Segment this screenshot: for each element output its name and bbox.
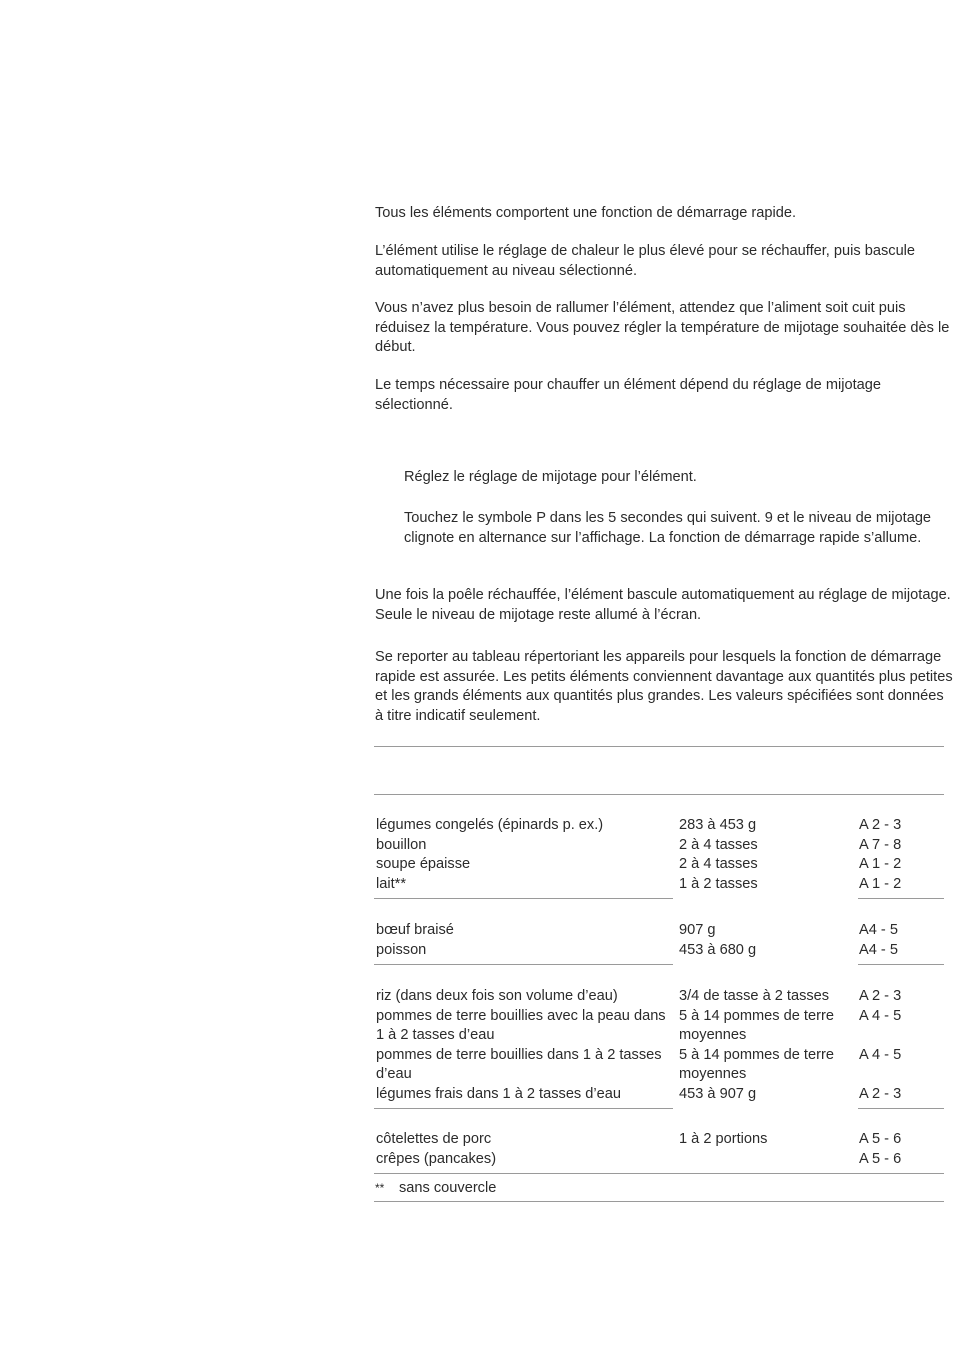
table-cell-food: côtelettes de porc: [376, 1131, 492, 1147]
group-4-qty-column: [679, 1130, 851, 1150]
table-cell-setting: A 5 - 6: [859, 1150, 902, 1167]
group-3-rule-food: [374, 1108, 673, 1109]
table-cell-food: bouillon: [376, 836, 427, 853]
group-2-qty-column: [679, 921, 851, 960]
table-cell-qty: 3/4 de tasse à 2 tasses: [679, 988, 830, 1004]
table-cell-qty: 453 à 680 g: [679, 941, 757, 958]
group-2-food-column: [376, 921, 672, 960]
table-cell-setting: A 2 - 3: [859, 1085, 902, 1102]
paragraph-after-heating: Une fois la poêle réchauffée, l’élément bascule automatiquement au réglage de mijotage. Seule le niveau de mijotage reste allumé à l’écran.: [375, 587, 951, 623]
table-cell-setting: A 5 - 6: [859, 1131, 902, 1147]
group-1-setting-column: [859, 816, 944, 894]
paragraph-quick-start-intro: Tous les éléments comportent une fonction de démarrage rapide.: [375, 205, 797, 221]
paragraph-heat-behavior: L’élément utilise le réglage de chaleur le plus élevé pour se réchauffer, puis bascule automatiquement au niveau sélectionné.: [375, 243, 916, 279]
table-cell-setting: A 4 - 5: [859, 1007, 902, 1024]
step-1: Réglez le réglage de mijotage pour l’élément.: [404, 469, 697, 485]
table-cell-setting: A4 - 5: [859, 941, 898, 958]
footnote-text: sans couvercle: [399, 1180, 497, 1196]
step-2: Touchez le symbole P dans les 5 secondes qui suivent. 9 et le niveau de mijotage clignote en alternance sur l’affichage. La fonction de démarrage rapide s’allume.: [404, 510, 932, 546]
table-cell-food: bœuf braisé: [376, 922, 454, 938]
group-2-rule-setting: [858, 964, 944, 965]
paragraph-no-relight: Vous n’avez plus besoin de rallumer l’élément, attendez que l’aliment soit cuit puis réduisez la température. Vous pouvez régler la température de mijotage souhaitée dès le début.: [375, 300, 950, 355]
group-1-food-column: [376, 816, 672, 894]
table-cell-qty: 5 à 14 pommes de terre moyennes: [679, 1007, 834, 1043]
table-cell-setting: A4 - 5: [859, 922, 898, 938]
table-cell-qty: 1 à 2 tasses: [679, 875, 758, 892]
group-4-setting-column: [859, 1130, 944, 1169]
group-2-rule-food: [374, 964, 673, 965]
table-cell-setting: A 2 - 3: [859, 817, 902, 833]
table-cell-setting: A 1 - 2: [859, 875, 902, 892]
table-top-rule: [374, 746, 944, 747]
table-cell-qty: 453 à 907 g: [679, 1085, 757, 1102]
group-2-setting-column: [859, 921, 944, 960]
paragraph-heat-time: Le temps nécessaire pour chauffer un élément dépend du réglage de mijotage sélectionné.: [375, 377, 881, 413]
table-cell-qty: 5 à 14 pommes de terre moyennes: [679, 1046, 834, 1082]
table-cell-food: pommes de terre bouillies avec la peau dans 1 à 2 tasses d’eau: [376, 1007, 666, 1043]
group-3-food-column: [376, 987, 672, 1104]
table-cell-qty: 2 à 4 tasses: [679, 856, 758, 872]
group-3-setting-column: [859, 987, 944, 1104]
group-3-qty-column: [679, 987, 851, 1104]
table-cell-qty: 907 g: [679, 922, 716, 938]
table-cell-setting: A 7 - 8: [859, 836, 902, 853]
group-3-rule-setting: [858, 1108, 944, 1109]
table-cell-food: poisson: [376, 941, 427, 958]
group-4-food-column: [376, 1130, 672, 1169]
group-4-rule: [374, 1173, 944, 1174]
table-cell-setting: A 1 - 2: [859, 856, 902, 872]
group-1-qty-column: [679, 816, 851, 894]
table-cell-food: légumes frais dans 1 à 2 tasses d’eau: [376, 1085, 621, 1102]
table-footnote: [375, 1179, 496, 1199]
table-cell-qty: 1 à 2 portions: [679, 1131, 768, 1147]
table-cell-food: soupe épaisse: [376, 856, 471, 872]
table-cell-food: crêpes (pancakes): [376, 1150, 497, 1167]
group-1-rule-food: [374, 898, 673, 899]
table-header-rule: [374, 794, 944, 795]
paragraph-table-reference: Se reporter au tableau répertoriant les appareils pour lesquels la fonction de démarrage rapide est assurée. Les petits éléments conviennent davantage aux quantités plus petites et les grands éléments aux quantités plus grandes. Les valeurs spécifiées sont données à titre indicatif seulement.: [375, 649, 953, 724]
table-cell-qty: 283 à 453 g: [679, 817, 757, 833]
table-cell-qty: 2 à 4 tasses: [679, 836, 758, 853]
table-cell-food: lait**: [376, 875, 407, 892]
table-cell-food: riz (dans deux fois son volume d’eau): [376, 988, 618, 1004]
table-cell-food: pommes de terre bouillies dans 1 à 2 tasses d’eau: [376, 1046, 662, 1082]
footnote-mark: **: [375, 1181, 385, 1195]
group-1-rule-setting: [858, 898, 944, 899]
table-cell-food: légumes congelés (épinards p. ex.): [376, 817, 604, 833]
table-cell-setting: A 4 - 5: [859, 1046, 902, 1063]
table-bottom-rule: [374, 1201, 944, 1202]
table-cell-setting: A 2 - 3: [859, 988, 902, 1004]
